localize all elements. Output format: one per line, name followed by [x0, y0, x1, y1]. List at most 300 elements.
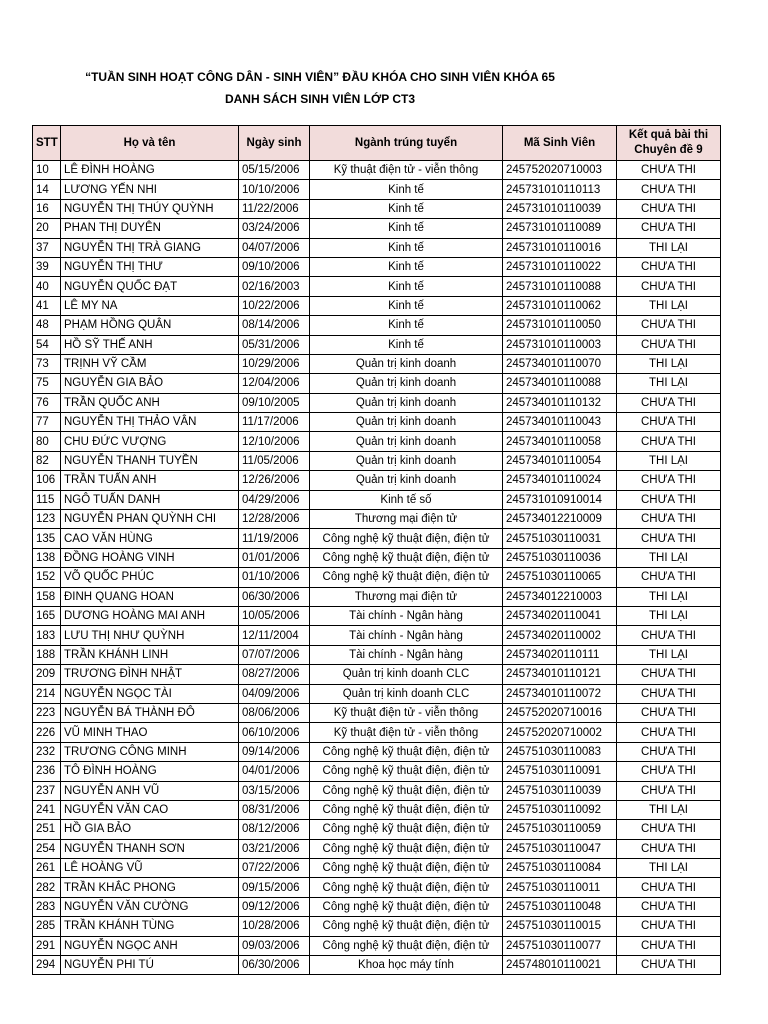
name-cell: TRẦN KHẮC PHONG [61, 878, 239, 897]
student-id-cell: 245751030110048 [503, 897, 617, 916]
major-cell: Công nghệ kỹ thuật điện, điện tử [310, 742, 503, 761]
student-id-cell: 245731010110113 [503, 180, 617, 199]
stt-cell: 226 [33, 723, 61, 742]
name-cell: NGUYỄN THỊ THẢO VÂN [61, 413, 239, 432]
major-cell: Công nghệ kỹ thuật điện, điện tử [310, 781, 503, 800]
major-cell: Công nghệ kỹ thuật điện, điện tử [310, 800, 503, 819]
major-cell: Công nghệ kỹ thuật điện, điện tử [310, 936, 503, 955]
name-cell: LÊ MY NA [61, 296, 239, 315]
dob-cell: 08/14/2006 [239, 316, 310, 335]
stt-cell: 123 [33, 510, 61, 529]
major-cell: Công nghệ kỹ thuật điện, điện tử [310, 762, 503, 781]
student-id-cell: 245734010110121 [503, 665, 617, 684]
major-cell: Quản trị kinh doanh [310, 354, 503, 373]
major-cell: Quản trị kinh doanh [310, 451, 503, 470]
stt-cell: 80 [33, 432, 61, 451]
student-id-cell: 245734010110072 [503, 684, 617, 703]
result-cell: CHƯA THI [617, 180, 721, 199]
result-cell: CHƯA THI [617, 529, 721, 548]
dob-cell: 09/03/2006 [239, 936, 310, 955]
table-row [33, 413, 721, 432]
student-id-cell: 245752020710003 [503, 161, 617, 180]
major-cell: Tài chính - Ngân hàng [310, 626, 503, 645]
name-cell: NGUYỄN THANH SƠN [61, 839, 239, 858]
name-cell: NGUYỄN THỊ TRÀ GIANG [61, 238, 239, 257]
table-row [33, 703, 721, 722]
result-cell: CHƯA THI [617, 471, 721, 490]
result-cell: THI LẠI [617, 238, 721, 257]
table-row [33, 800, 721, 819]
name-cell: LƯU THỊ NHƯ QUỲNH [61, 626, 239, 645]
table-row [33, 742, 721, 761]
result-cell: THI LẠI [617, 859, 721, 878]
stt-cell: 188 [33, 645, 61, 664]
table-row [33, 257, 721, 276]
dob-cell: 10/05/2006 [239, 606, 310, 625]
student-id-cell: 245731010110016 [503, 238, 617, 257]
result-cell: CHƯA THI [617, 956, 721, 975]
stt-cell: 106 [33, 471, 61, 490]
stt-cell: 152 [33, 568, 61, 587]
name-cell: TRẦN KHÁNH LINH [61, 645, 239, 664]
result-cell: CHƯA THI [617, 917, 721, 936]
name-cell: NGUYỄN THANH TUYỀN [61, 451, 239, 470]
major-cell: Tài chính - Ngân hàng [310, 645, 503, 664]
result-cell: CHƯA THI [617, 161, 721, 180]
stt-cell: 77 [33, 413, 61, 432]
major-cell: Công nghệ kỹ thuật điện, điện tử [310, 529, 503, 548]
table-row [33, 510, 721, 529]
name-cell: TRỊNH VỸ CẦM [61, 354, 239, 373]
result-cell: CHƯA THI [617, 665, 721, 684]
name-cell: PHAN THỊ DUYÊN [61, 219, 239, 238]
stt-cell: 254 [33, 839, 61, 858]
student-id-cell: 245752020710002 [503, 723, 617, 742]
dob-cell: 11/22/2006 [239, 199, 310, 218]
name-cell: TRƯƠNG CÔNG MINH [61, 742, 239, 761]
result-cell: CHƯA THI [617, 820, 721, 839]
major-cell: Công nghệ kỹ thuật điện, điện tử [310, 568, 503, 587]
name-cell: NGÔ TUẤN DANH [61, 490, 239, 509]
stt-cell: 237 [33, 781, 61, 800]
table-row [33, 490, 721, 509]
table-row [33, 936, 721, 955]
name-cell: NGUYỄN ANH VŨ [61, 781, 239, 800]
stt-cell: 76 [33, 393, 61, 412]
major-cell: Quản trị kinh doanh [310, 393, 503, 412]
major-cell: Kỹ thuật điện tử - viễn thông [310, 703, 503, 722]
name-cell: NGUYỄN THỊ THÚY QUỲNH [61, 199, 239, 218]
table-row [33, 393, 721, 412]
major-cell: Kinh tế [310, 296, 503, 315]
table-row [33, 684, 721, 703]
result-cell: CHƯA THI [617, 568, 721, 587]
table-row [33, 956, 721, 975]
student-id-cell: 245734012210009 [503, 510, 617, 529]
table-row [33, 606, 721, 625]
dob-cell: 09/14/2006 [239, 742, 310, 761]
student-id-cell: 245734010110054 [503, 451, 617, 470]
major-cell: Quản trị kinh doanh CLC [310, 665, 503, 684]
student-id-cell: 245731010110039 [503, 199, 617, 218]
dob-cell: 01/01/2006 [239, 548, 310, 567]
table-row [33, 878, 721, 897]
stt-cell: 236 [33, 762, 61, 781]
student-id-cell: 245731010110088 [503, 277, 617, 296]
stt-cell: 39 [33, 257, 61, 276]
result-cell: CHƯA THI [617, 413, 721, 432]
dob-cell: 12/26/2006 [239, 471, 310, 490]
student-id-cell: 245748010110021 [503, 956, 617, 975]
name-cell: NGUYỄN GIA BẢO [61, 374, 239, 393]
name-cell: CAO VĂN HÙNG [61, 529, 239, 548]
student-id-cell: 245734010110024 [503, 471, 617, 490]
stt-cell: 285 [33, 917, 61, 936]
name-cell: TRẦN QUỐC ANH [61, 393, 239, 412]
student-id-cell: 245731010910014 [503, 490, 617, 509]
dob-cell: 04/29/2006 [239, 490, 310, 509]
result-cell: CHƯA THI [617, 684, 721, 703]
name-cell: VŨ MINH THAO [61, 723, 239, 742]
result-cell: CHƯA THI [617, 839, 721, 858]
stt-cell: 294 [33, 956, 61, 975]
major-cell: Kinh tế [310, 335, 503, 354]
header-student-id: Mã Sinh Viên [503, 126, 617, 161]
major-cell: Kinh tế [310, 238, 503, 257]
dob-cell: 04/09/2006 [239, 684, 310, 703]
major-cell: Quản trị kinh doanh [310, 413, 503, 432]
student-id-cell: 245734020110041 [503, 606, 617, 625]
major-cell: Kinh tế [310, 316, 503, 335]
student-id-cell: 245731010110062 [503, 296, 617, 315]
major-cell: Kinh tế số [310, 490, 503, 509]
header-result: Kết quả bài thi Chuyên đề 9 [617, 126, 721, 161]
table-row [33, 781, 721, 800]
stt-cell: 54 [33, 335, 61, 354]
name-cell: HỒ GIA BẢO [61, 820, 239, 839]
result-cell: CHƯA THI [617, 897, 721, 916]
student-id-cell: 245731010110050 [503, 316, 617, 335]
name-cell: NGUYỄN THỊ THƯ [61, 257, 239, 276]
table-row [33, 238, 721, 257]
major-cell: Công nghệ kỹ thuật điện, điện tử [310, 897, 503, 916]
table-row [33, 277, 721, 296]
stt-cell: 214 [33, 684, 61, 703]
major-cell: Công nghệ kỹ thuật điện, điện tử [310, 820, 503, 839]
stt-cell: 16 [33, 199, 61, 218]
dob-cell: 07/22/2006 [239, 859, 310, 878]
name-cell: TRƯƠNG ĐÌNH NHẬT [61, 665, 239, 684]
student-id-cell: 245751030110077 [503, 936, 617, 955]
result-cell: THI LẠI [617, 296, 721, 315]
result-cell: CHƯA THI [617, 510, 721, 529]
major-cell: Công nghệ kỹ thuật điện, điện tử [310, 859, 503, 878]
stt-cell: 73 [33, 354, 61, 373]
stt-cell: 10 [33, 161, 61, 180]
name-cell: LÊ HOÀNG VŨ [61, 859, 239, 878]
table-row [33, 917, 721, 936]
stt-cell: 251 [33, 820, 61, 839]
table-row [33, 219, 721, 238]
student-id-cell: 245751030110083 [503, 742, 617, 761]
name-cell: NGUYỄN QUỐC ĐẠT [61, 277, 239, 296]
header-stt: STT [33, 126, 61, 161]
result-cell: THI LẠI [617, 451, 721, 470]
dob-cell: 03/15/2006 [239, 781, 310, 800]
table-row [33, 568, 721, 587]
stt-cell: 241 [33, 800, 61, 819]
table-row [33, 645, 721, 664]
student-id-cell: 245751030110047 [503, 839, 617, 858]
result-cell: CHƯA THI [617, 490, 721, 509]
dob-cell: 09/10/2006 [239, 257, 310, 276]
student-id-cell: 245731010110089 [503, 219, 617, 238]
result-cell: CHƯA THI [617, 432, 721, 451]
table-header-row [33, 126, 721, 161]
student-id-cell: 245731010110003 [503, 335, 617, 354]
dob-cell: 04/07/2006 [239, 238, 310, 257]
student-id-cell: 245751030110039 [503, 781, 617, 800]
student-id-cell: 245734010110132 [503, 393, 617, 412]
name-cell: HỒ SỸ THẾ ANH [61, 335, 239, 354]
stt-cell: 158 [33, 587, 61, 606]
name-cell: TRẦN TUẤN ANH [61, 471, 239, 490]
dob-cell: 03/24/2006 [239, 219, 310, 238]
stt-cell: 232 [33, 742, 61, 761]
name-cell: VÕ QUỐC PHÚC [61, 568, 239, 587]
dob-cell: 10/10/2006 [239, 180, 310, 199]
result-cell: CHƯA THI [617, 762, 721, 781]
major-cell: Kinh tế [310, 257, 503, 276]
student-id-cell: 245734010110088 [503, 374, 617, 393]
name-cell: LÊ ĐÌNH HOÀNG [61, 161, 239, 180]
dob-cell: 11/05/2006 [239, 451, 310, 470]
result-cell: THI LẠI [617, 645, 721, 664]
major-cell: Khoa học máy tính [310, 956, 503, 975]
major-cell: Công nghệ kỹ thuật điện, điện tử [310, 917, 503, 936]
name-cell: PHẠM HỒNG QUÂN [61, 316, 239, 335]
dob-cell: 12/28/2006 [239, 510, 310, 529]
major-cell: Kỹ thuật điện tử - viễn thông [310, 161, 503, 180]
dob-cell: 09/12/2006 [239, 897, 310, 916]
dob-cell: 08/31/2006 [239, 800, 310, 819]
name-cell: ĐỒNG HOÀNG VINH [61, 548, 239, 567]
dob-cell: 10/29/2006 [239, 354, 310, 373]
table-row [33, 626, 721, 645]
name-cell: CHU ĐỨC VƯỢNG [61, 432, 239, 451]
name-cell: NGUYỄN VĂN CƯỜNG [61, 897, 239, 916]
result-cell: THI LẠI [617, 800, 721, 819]
header-name: Họ và tên [61, 126, 239, 161]
student-id-cell: 245751030110065 [503, 568, 617, 587]
document-subtitle: DANH SÁCH SINH VIÊN LỚP CT3 [224, 92, 416, 106]
stt-cell: 261 [33, 859, 61, 878]
table-row [33, 432, 721, 451]
dob-cell: 03/21/2006 [239, 839, 310, 858]
student-id-cell: 245734010110043 [503, 413, 617, 432]
student-id-cell: 245751030110084 [503, 859, 617, 878]
header-dob: Ngày sinh [239, 126, 310, 161]
major-cell: Công nghệ kỹ thuật điện, điện tử [310, 839, 503, 858]
student-id-cell: 245734020110002 [503, 626, 617, 645]
name-cell: NGUYỄN PHI TÚ [61, 956, 239, 975]
dob-cell: 06/30/2006 [239, 956, 310, 975]
dob-cell: 06/30/2006 [239, 587, 310, 606]
table-row [33, 471, 721, 490]
student-id-cell: 245751030110091 [503, 762, 617, 781]
major-cell: Kinh tế [310, 277, 503, 296]
student-id-cell: 245751030110092 [503, 800, 617, 819]
result-cell: CHƯA THI [617, 316, 721, 335]
table-row [33, 820, 721, 839]
stt-cell: 282 [33, 878, 61, 897]
stt-cell: 40 [33, 277, 61, 296]
name-cell: NGUYỄN NGỌC ANH [61, 936, 239, 955]
stt-cell: 165 [33, 606, 61, 625]
stt-cell: 48 [33, 316, 61, 335]
name-cell: NGUYỄN PHAN QUỲNH CHI [61, 510, 239, 529]
major-cell: Kinh tế [310, 219, 503, 238]
stt-cell: 14 [33, 180, 61, 199]
name-cell: LƯƠNG YẾN NHI [61, 180, 239, 199]
dob-cell: 12/10/2006 [239, 432, 310, 451]
table-row [33, 335, 721, 354]
header-major: Ngành trúng tuyển [310, 126, 503, 161]
dob-cell: 08/27/2006 [239, 665, 310, 684]
table-row [33, 723, 721, 742]
student-table [32, 125, 721, 975]
stt-cell: 75 [33, 374, 61, 393]
table-row [33, 587, 721, 606]
table-row [33, 374, 721, 393]
student-id-cell: 245751030110011 [503, 878, 617, 897]
table-row [33, 199, 721, 218]
student-id-cell: 245751030110015 [503, 917, 617, 936]
table-row [33, 180, 721, 199]
student-id-cell: 245734020110111 [503, 645, 617, 664]
student-id-cell: 245752020710016 [503, 703, 617, 722]
dob-cell: 12/11/2004 [239, 626, 310, 645]
student-id-cell: 245734012210003 [503, 587, 617, 606]
document-title: “TUẦN SINH HOẠT CÔNG DÂN - SINH VIÊN” ĐẦU KHÓA CHO SINH VIÊN KHÓA 65 [85, 70, 555, 84]
table-row [33, 762, 721, 781]
dob-cell: 10/28/2006 [239, 917, 310, 936]
name-cell: TRẦN KHÁNH TÙNG [61, 917, 239, 936]
dob-cell: 06/10/2006 [239, 723, 310, 742]
stt-cell: 37 [33, 238, 61, 257]
result-cell: THI LẠI [617, 374, 721, 393]
major-cell: Thương mại điện tử [310, 510, 503, 529]
student-id-cell: 245751030110036 [503, 548, 617, 567]
dob-cell: 04/01/2006 [239, 762, 310, 781]
result-cell: CHƯA THI [617, 199, 721, 218]
stt-cell: 82 [33, 451, 61, 470]
table-row [33, 161, 721, 180]
name-cell: DƯƠNG HOÀNG MAI ANH [61, 606, 239, 625]
table-row [33, 897, 721, 916]
result-cell: CHƯA THI [617, 393, 721, 412]
result-cell: CHƯA THI [617, 257, 721, 276]
stt-cell: 20 [33, 219, 61, 238]
name-cell: NGUYỄN VĂN CAO [61, 800, 239, 819]
student-id-cell: 245734010110058 [503, 432, 617, 451]
dob-cell: 12/04/2006 [239, 374, 310, 393]
result-cell: CHƯA THI [617, 781, 721, 800]
dob-cell: 11/17/2006 [239, 413, 310, 432]
stt-cell: 223 [33, 703, 61, 722]
major-cell: Kinh tế [310, 180, 503, 199]
stt-cell: 135 [33, 529, 61, 548]
table-row [33, 665, 721, 684]
major-cell: Quản trị kinh doanh [310, 374, 503, 393]
dob-cell: 08/06/2006 [239, 703, 310, 722]
major-cell: Kỹ thuật điện tử - viễn thông [310, 723, 503, 742]
result-cell: CHƯA THI [617, 703, 721, 722]
table-row [33, 859, 721, 878]
table-row [33, 529, 721, 548]
dob-cell: 07/07/2006 [239, 645, 310, 664]
result-cell: THI LẠI [617, 548, 721, 567]
dob-cell: 05/15/2006 [239, 161, 310, 180]
name-cell: TÔ ĐÌNH HOÀNG [61, 762, 239, 781]
dob-cell: 11/19/2006 [239, 529, 310, 548]
name-cell: NGUYỄN NGỌC TÀI [61, 684, 239, 703]
student-id-cell: 245731010110022 [503, 257, 617, 276]
dob-cell: 05/31/2006 [239, 335, 310, 354]
stt-cell: 41 [33, 296, 61, 315]
table-row [33, 451, 721, 470]
student-id-cell: 245751030110031 [503, 529, 617, 548]
student-id-cell: 245734010110070 [503, 354, 617, 373]
dob-cell: 01/10/2006 [239, 568, 310, 587]
stt-cell: 291 [33, 936, 61, 955]
result-cell: CHƯA THI [617, 742, 721, 761]
result-cell: CHƯA THI [617, 878, 721, 897]
name-cell: ĐINH QUANG HOAN [61, 587, 239, 606]
major-cell: Công nghệ kỹ thuật điện, điện tử [310, 548, 503, 567]
table-row [33, 316, 721, 335]
result-cell: CHƯA THI [617, 723, 721, 742]
stt-cell: 209 [33, 665, 61, 684]
dob-cell: 10/22/2006 [239, 296, 310, 315]
dob-cell: 02/16/2003 [239, 277, 310, 296]
major-cell: Tài chính - Ngân hàng [310, 606, 503, 625]
stt-cell: 183 [33, 626, 61, 645]
major-cell: Kinh tế [310, 199, 503, 218]
major-cell: Công nghệ kỹ thuật điện, điện tử [310, 878, 503, 897]
major-cell: Thương mại điện tử [310, 587, 503, 606]
table-row [33, 839, 721, 858]
name-cell: NGUYỄN BÁ THÀNH ĐÔ [61, 703, 239, 722]
stt-cell: 115 [33, 490, 61, 509]
student-id-cell: 245751030110059 [503, 820, 617, 839]
dob-cell: 09/10/2005 [239, 393, 310, 412]
table-row [33, 354, 721, 373]
table-row [33, 548, 721, 567]
major-cell: Quản trị kinh doanh [310, 471, 503, 490]
result-cell: THI LẠI [617, 606, 721, 625]
table-body [33, 161, 721, 975]
stt-cell: 138 [33, 548, 61, 567]
major-cell: Quản trị kinh doanh CLC [310, 684, 503, 703]
result-cell: CHƯA THI [617, 936, 721, 955]
dob-cell: 08/12/2006 [239, 820, 310, 839]
result-cell: CHƯA THI [617, 277, 721, 296]
result-cell: THI LẠI [617, 587, 721, 606]
stt-cell: 283 [33, 897, 61, 916]
result-cell: THI LẠI [617, 354, 721, 373]
major-cell: Quản trị kinh doanh [310, 432, 503, 451]
